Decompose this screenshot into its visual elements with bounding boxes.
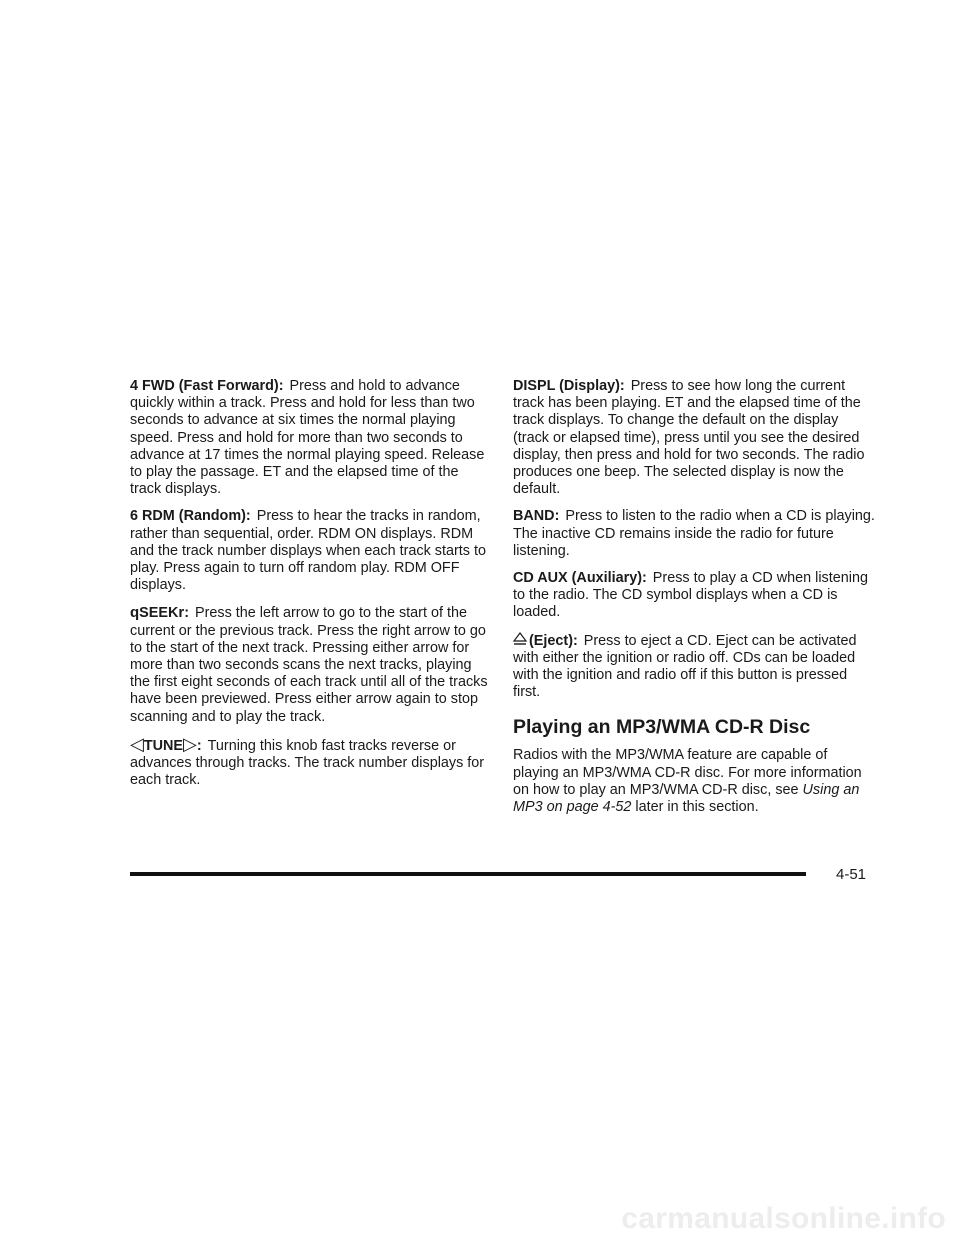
paragraph-display — [513, 378, 875, 498]
text-cd-aux: Press to play a CD when listening to the radio. The CD symbol displays when a CD is loaded. — [513, 570, 868, 621]
paragraph-random — [130, 508, 492, 594]
text-mp3-before: Radios with the MP3/WMA feature are capable of playing an MP3/WMA CD-R disc. For more information on how to play an MP3/WMA CD-R disc, see — [513, 747, 862, 798]
term-eject: (Eject): — [529, 632, 578, 649]
paragraph-fast-forward — [130, 378, 492, 498]
watermark: carmanualsonline.info — [621, 1202, 946, 1235]
term-cd-aux: CD AUX (Auxiliary): — [513, 570, 647, 587]
text-random: Press to hear the tracks in random, rather than sequential, order. RDM ON displays. RDM and the track number displays when each track starts to play. Press again to turn off random play. RDM OFF displays. — [130, 508, 486, 594]
term-band: BAND: — [513, 508, 560, 525]
term-display: DISPL (Display): — [513, 378, 625, 394]
seek-colon: : — [184, 605, 190, 622]
tune-right-arrow-icon: ▷ — [183, 733, 197, 754]
tune-colon: : — [196, 737, 202, 754]
paragraph-band — [513, 508, 875, 560]
cross-reference-link[interactable]: Using an MP3 on page 4-52 — [513, 781, 860, 816]
paragraph-mp3 — [513, 747, 875, 816]
right-column — [513, 378, 875, 826]
term-seek: SEEK — [139, 605, 179, 622]
text-seek: Press the left arrow to go to the start of the current or the previous track. Press the right arrow to go to the start of the next track. Pressing either arrow for more than two seconds scans the next tracks, playing the first eight seconds of each track until all of the tracks have been previewed. Press either arrow again to stop scanning and to play the track. — [130, 605, 488, 725]
seek-right-arrow-icon: r — [178, 604, 185, 622]
seek-left-arrow-icon: q — [130, 604, 140, 622]
text-tune: Turning this knob fast tracks reverse or advances through tracks. The track number displays for each track. — [130, 737, 485, 789]
term-fast-forward: 4 FWD (Fast Forward): — [130, 378, 284, 394]
paragraph-eject — [513, 632, 875, 702]
text-mp3-after: later in this section. — [635, 799, 759, 816]
paragraph-seek — [130, 604, 492, 725]
term-random: 6 RDM (Random): — [130, 508, 251, 525]
paragraph-tune — [130, 733, 492, 790]
term-tune: TUNE — [143, 737, 184, 754]
text-fast-forward: Press and hold to advance quickly within a track. Press and hold for less than two seconds to advance at six times the normal playing speed. Press and hold for more than two seconds to advance at 17 times the normal playing speed. Release to play the passage. ET and the elapsed time of the track displays. — [130, 378, 485, 498]
section-heading: Playing an MP3/WMA CD-R Disc — [513, 716, 811, 739]
page-number: 4-51 — [836, 866, 867, 883]
eject-icon — [513, 632, 527, 646]
text-band: Press to listen to the radio when a CD is playing. The inactive CD remains inside the radio for future listening. — [513, 508, 875, 559]
footer-rule — [130, 872, 806, 876]
tune-left-arrow-icon: ◁ — [130, 733, 144, 754]
paragraph-cd-aux — [513, 570, 875, 622]
text-display: Press to see how long the current track has been playing. ET and the elapsed time of the track displays. To change the default on the display (track or elapsed time), press until you see the desired display, then press and hold for two seconds. The radio produces one beep. The selected display is now the default. — [513, 378, 865, 498]
text-eject: Press to eject a CD. Eject can be activated with either the ignition or radio off. CDs can be loaded with the ignition and radio off if this button is pressed first. — [513, 632, 857, 701]
left-column — [130, 378, 492, 799]
